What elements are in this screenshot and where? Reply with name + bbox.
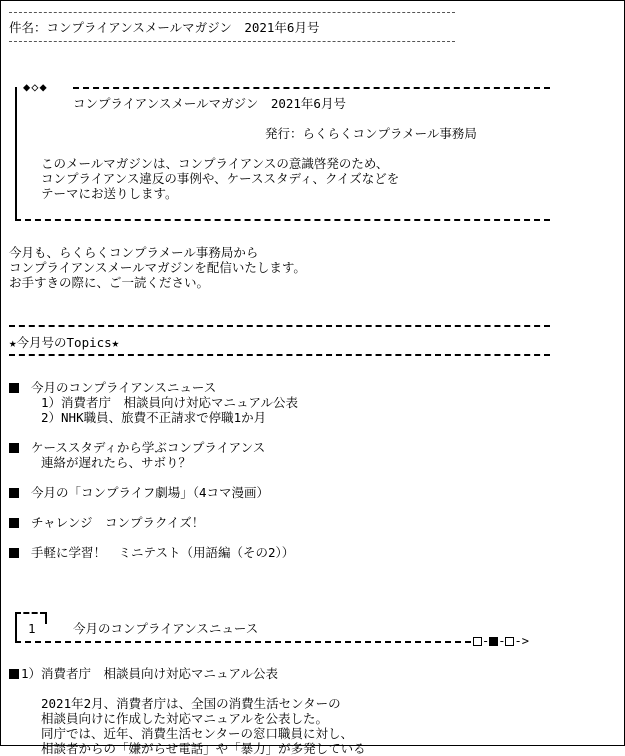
news-body-line: 2021年2月、消費者庁は、全国の消費生活センターの [41,696,341,711]
square-bullet-icon [9,518,19,528]
square-bullet-icon [9,383,19,393]
subject-top-divider [9,12,455,13]
header-corner-marks: ◆◇◆ [23,80,48,94]
square-bullet-icon [9,443,19,453]
subject-title: コンプライアンスメールマガジン 2021年6月号 [46,20,320,35]
square-bullet-icon [9,488,19,498]
square-bullet-icon [9,548,19,558]
topic-subitem: 2）NHK職員、旅費不正請求で停職1か月 [41,410,267,425]
topic-item-title: 手軽に学習！ ミニテスト（用語編（その2）） [31,545,295,560]
topic-item-title: ケーススタディから学ぶコンプライアンス [31,440,266,455]
header-description-line: コンプライアンス違反の事例や、ケーススタディ、クイズなどを [41,171,400,186]
topics-heading: ★今月号のTopics★ [9,335,120,350]
topic-item [9,545,294,560]
topic-item-title: 今月のコンプライアンスニュース [31,380,217,395]
topic-item [9,380,216,395]
empty-square-icon [473,637,482,646]
topic-item [9,485,269,500]
header-description-line: テーマにお送りします。 [41,186,178,201]
header-title: コンプライアンスメールマガジン 2021年6月号 [73,96,346,111]
arrow-tail: -> [514,634,529,648]
section-end-marks: - - -> [473,634,529,649]
section-number-box-left [15,612,17,642]
topic-item [9,440,265,455]
subject-bottom-divider [9,41,455,42]
header-description-line: このメールマガジンは、コンプライアンスの意識啓発のため、 [41,156,389,171]
topic-item-title: チャレンジ コンプラクイズ！ [31,515,205,530]
news-body-line: 同庁では、近年、消費生活センターの窓口職員に対し、 [41,726,354,741]
header-box-bottom-border [15,219,550,221]
section-number-box-right [45,612,47,624]
subject-label: 件名： [9,20,47,35]
news-body-line: 相談員向けに作成した対応マニュアルを公表した。 [41,711,329,726]
news-body-line: 相談者からの「嫌がらせ電話」や「暴力」が多発している [41,741,366,756]
news-heading-text: 1）消費者庁 相談員向け対応マニュアル公表 [21,666,279,681]
topics-top-divider [9,325,550,327]
subject-line [9,20,319,35]
header-publisher: 発行：らくらくコンプラメール事務局 [265,126,477,141]
topics-bottom-divider [9,354,550,356]
section-underline [15,641,471,643]
filled-square-icon [489,637,498,646]
topic-item [9,515,204,530]
intro-line: コンプライアンスメールマガジンを配信いたします。 [9,260,306,275]
news-heading [9,666,278,681]
topic-subitem: 連絡が遅れたら、サボり？ [41,455,192,470]
topic-subitem: 1）消費者庁 相談員向け対応マニュアル公表 [41,395,299,410]
header-box-top-border [73,87,550,89]
intro-line: 今月も、らくらくコンプラメール事務局から [9,245,259,260]
section-number: 1 [28,621,36,636]
intro-line: お手すきの際に、ご一読ください。 [9,275,210,290]
square-bullet-icon [9,669,19,679]
header-box-left-border [15,87,17,221]
topic-item-title: 今月の「コンプライフ劇場」（4コマ漫画） [31,485,270,500]
section-number-box-top [15,612,46,614]
section-title: 今月のコンプライアンスニュース [73,621,259,636]
